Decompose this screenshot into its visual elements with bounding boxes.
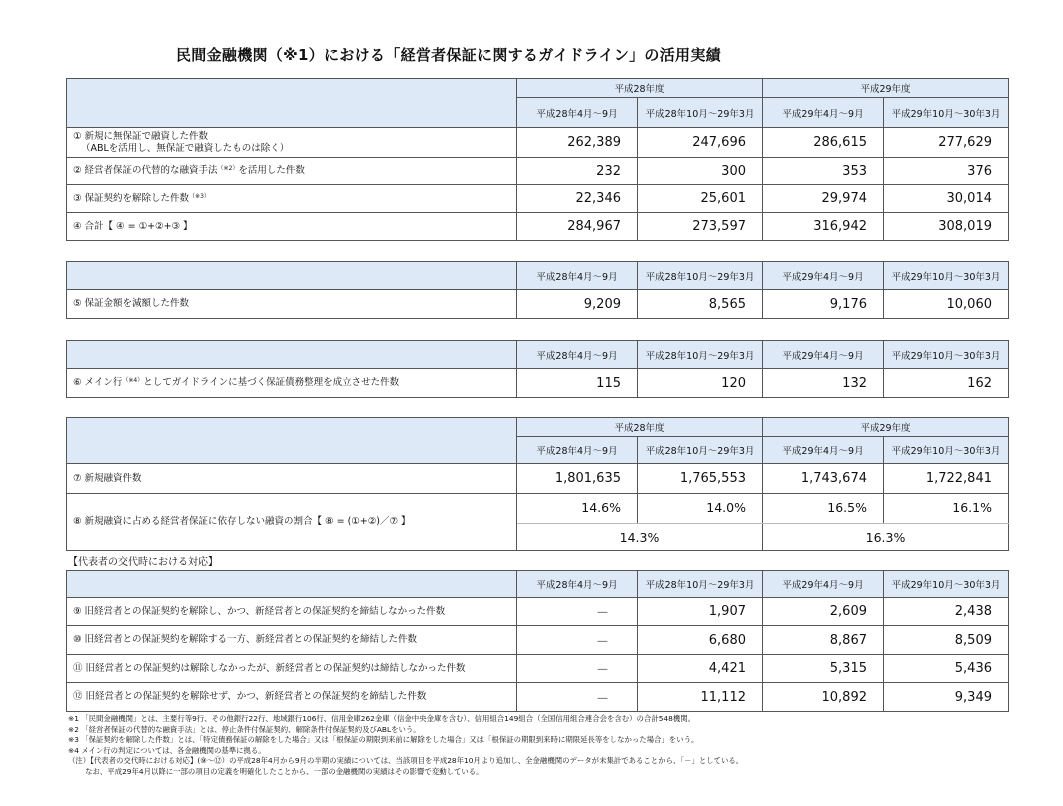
succession-table — [66, 570, 1009, 712]
value-cell: 8,867 — [763, 626, 884, 655]
header-fy29: 平成29年度 — [763, 79, 1009, 98]
value-cell: 4,421 — [638, 655, 763, 683]
value-cell: 247,696 — [638, 128, 763, 158]
page-title: 民間金融機関（※1）における「経営者保証に関するガイドライン」の活用実績 — [176, 46, 721, 64]
header-blank — [67, 79, 517, 128]
row-label: ④ 合計【 ④ = ①+②+③ 】 — [67, 213, 517, 241]
table-row — [67, 369, 1009, 398]
value-cell: 22,346 — [517, 185, 638, 213]
row-label: ⑩ 旧経営者との保証契約を解除する一方、新経営者との保証契約を締結した件数 — [67, 626, 517, 655]
value-cell: 2,609 — [763, 598, 884, 626]
value-cell: － — [517, 655, 638, 683]
value-cell: 284,967 — [517, 213, 638, 241]
header-blank — [67, 571, 517, 598]
new-loan-ratio-table — [66, 417, 1009, 551]
fy29-ratio-cell: 16.3% — [763, 524, 1009, 551]
value-cell: 1,722,841 — [884, 464, 1009, 494]
row-label: ① 新規に無保証で融資した件数 （ABLを活用し、無保証で融資したものは除く） — [67, 128, 517, 158]
row-label: ⑨ 旧経営者との保証契約を解除し、かつ、新経営者との保証契約を締結しなかった件数 — [67, 598, 517, 626]
guarantee-table-main — [66, 78, 1009, 241]
header-period-2: 平成28年10月～29年3月 — [638, 437, 763, 464]
row-label: ⑦ 新規融資件数 — [67, 464, 517, 494]
row-label: ⑧ 新規融資に占める経営者保証に依存しない融資の割合【 ⑧ = (①+②)／⑦ 】 — [67, 494, 517, 551]
value-cell: 30,014 — [884, 185, 1009, 213]
value-cell: 6,680 — [638, 626, 763, 655]
value-cell: 8,509 — [884, 626, 1009, 655]
value-cell: 273,597 — [638, 213, 763, 241]
value-cell: 232 — [517, 158, 638, 185]
value-cell: 120 — [638, 369, 763, 398]
header-period-1: 平成28年4月～9月 — [517, 341, 638, 369]
value-cell: 308,019 — [884, 213, 1009, 241]
header-period-4: 平成29年10月～30年3月 — [884, 262, 1009, 290]
row-label: ② 経営者保証の代替的な融資手法$^{(※2)}$を活用した件数 — [67, 158, 517, 185]
row-label: ⑪ 旧経営者との保証契約は解除しなかったが、新経営者との保証契約は締結しなかった件数 — [67, 655, 517, 683]
value-cell: 9,349 — [884, 683, 1009, 712]
row-label: ③ 保証契約を解除した件数$^{(※3)}$ — [67, 185, 517, 213]
row-label: ⑫ 旧経営者との保証契約を解除せず、かつ、新経営者との保証契約を締結した件数 — [67, 683, 517, 712]
footnote: ※1 「民間金融機関」とは、主要行等9行、その他銀行22行、地域銀行106行、信用金庫262金庫（信金中央金庫を含む）、信用組合149組合（全国信用組合連合会を含む）の合計548機関。 — [68, 714, 695, 723]
value-cell: 376 — [884, 158, 1009, 185]
section-title: 【代表者の交代時における対応】 — [68, 557, 218, 568]
value-cell: 1,765,553 — [638, 464, 763, 494]
value-cell: － — [517, 683, 638, 712]
footnotes — [68, 714, 743, 778]
footnote: ※2 「経営者保証の代替的な融資手法」とは、停止条件付保証契約、解除条件付保証契約及びABLをいう。 — [68, 724, 421, 734]
value-cell: 300 — [638, 158, 763, 185]
header-period-3: 平成29年4月～9月 — [763, 437, 884, 464]
value-cell: 9,209 — [517, 290, 638, 319]
value-cell: － — [517, 626, 638, 655]
value-cell: 1,743,674 — [763, 464, 884, 494]
header-fy28: 平成28年度 — [517, 418, 763, 437]
header-period-1: 平成28年4月～9月 — [517, 262, 638, 290]
table-row — [67, 290, 1009, 319]
row-label: ⑥ メイン行$^{(※4)}$としてガイドラインに基づく保証債務整理を成立させた件数 — [67, 369, 517, 398]
value-cell: 10,060 — [884, 290, 1009, 319]
header-period-4: 平成29年10月～30年3月 — [884, 341, 1009, 369]
value-cell: 1,907 — [638, 598, 763, 626]
header-blank — [67, 341, 517, 369]
value-cell: 5,436 — [884, 655, 1009, 683]
ratio-cell: 14.6% — [517, 494, 638, 524]
main-bank-table — [66, 340, 1009, 398]
value-cell: 277,629 — [884, 128, 1009, 158]
value-cell: 286,615 — [763, 128, 884, 158]
row-label: ⑤ 保証金額を減額した件数 — [67, 290, 517, 319]
header-fy29: 平成29年度 — [763, 418, 1009, 437]
value-cell: 8,565 — [638, 290, 763, 319]
value-cell: 10,892 — [763, 683, 884, 712]
ratio-cell: 16.1% — [884, 494, 1009, 524]
header-period-1: 平成28年4月～9月 — [517, 98, 638, 128]
value-cell: 353 — [763, 158, 884, 185]
value-cell: 115 — [517, 369, 638, 398]
header-period-1: 平成28年4月～9月 — [517, 571, 638, 598]
header-fy28: 平成28年度 — [517, 79, 763, 98]
value-cell: 2,438 — [884, 598, 1009, 626]
table-row — [67, 158, 1009, 185]
header-period-2: 平成28年10月～29年3月 — [638, 571, 763, 598]
table-row — [67, 128, 1009, 158]
fy28-ratio-cell: 14.3% — [517, 524, 763, 551]
table-row — [67, 185, 1009, 213]
table-row — [67, 464, 1009, 494]
reduced-guarantee-table — [66, 261, 1009, 319]
header-period-2: 平成28年10月～29年3月 — [638, 262, 763, 290]
header-period-1: 平成28年4月～9月 — [517, 437, 638, 464]
value-cell: 9,176 — [763, 290, 884, 319]
footnote: （注）【代表者の交代時における対応】(⑨～⑫）の平成28年4月から9月の半期の実績については、当該項目を平成28年10月より追加し、全金融機関のデータが未集計であることから、「－」としている。 — [68, 756, 744, 766]
table-row — [67, 655, 1009, 683]
value-cell: 11,112 — [638, 683, 763, 712]
value-cell: 29,974 — [763, 185, 884, 213]
header-period-4: 平成29年10月～30年3月 — [884, 571, 1009, 598]
header-blank — [67, 418, 517, 464]
header-period-3: 平成29年4月～9月 — [763, 262, 884, 290]
header-period-2: 平成28年10月～29年3月 — [638, 98, 763, 128]
table-row — [67, 683, 1009, 712]
value-cell: 5,315 — [763, 655, 884, 683]
header-period-3: 平成29年4月～9月 — [763, 98, 884, 128]
header-period-3: 平成29年4月～9月 — [763, 571, 884, 598]
table-row — [67, 626, 1009, 655]
footnote: ※3 「保証契約を解除した件数」とは、「特定債務保証の解除をした場合」又は「根保証の期限到来前に解除をした場合」又は「根保証の期限到来時に期限延長等をしなかった場合」をいう。 — [68, 735, 699, 745]
value-cell: － — [517, 598, 638, 626]
ratio-cell: 16.5% — [763, 494, 884, 524]
value-cell: 316,942 — [763, 213, 884, 241]
value-cell: 262,389 — [517, 128, 638, 158]
header-period-4: 平成29年10月～30年3月 — [884, 98, 1009, 128]
table-row — [67, 598, 1009, 626]
value-cell: 132 — [763, 369, 884, 398]
value-cell: 25,601 — [638, 185, 763, 213]
footnote: ※4 メイン行の判定については、各金融機関の基準に拠る。 — [68, 745, 266, 755]
header-period-4: 平成29年10月～30年3月 — [884, 437, 1009, 464]
header-blank — [67, 262, 517, 290]
table-row — [67, 213, 1009, 241]
header-period-3: 平成29年4月～9月 — [763, 341, 884, 369]
value-cell: 162 — [884, 369, 1009, 398]
footnote: なお、平成29年4月以降に一部の項目の定義を明確化したことから、一部の金融機関の実績はその影響で変動している。 — [68, 766, 484, 776]
value-cell: 1,801,635 — [517, 464, 638, 494]
ratio-cell: 14.0% — [638, 494, 763, 524]
table-row — [67, 494, 1009, 524]
header-period-2: 平成28年10月～29年3月 — [638, 341, 763, 369]
